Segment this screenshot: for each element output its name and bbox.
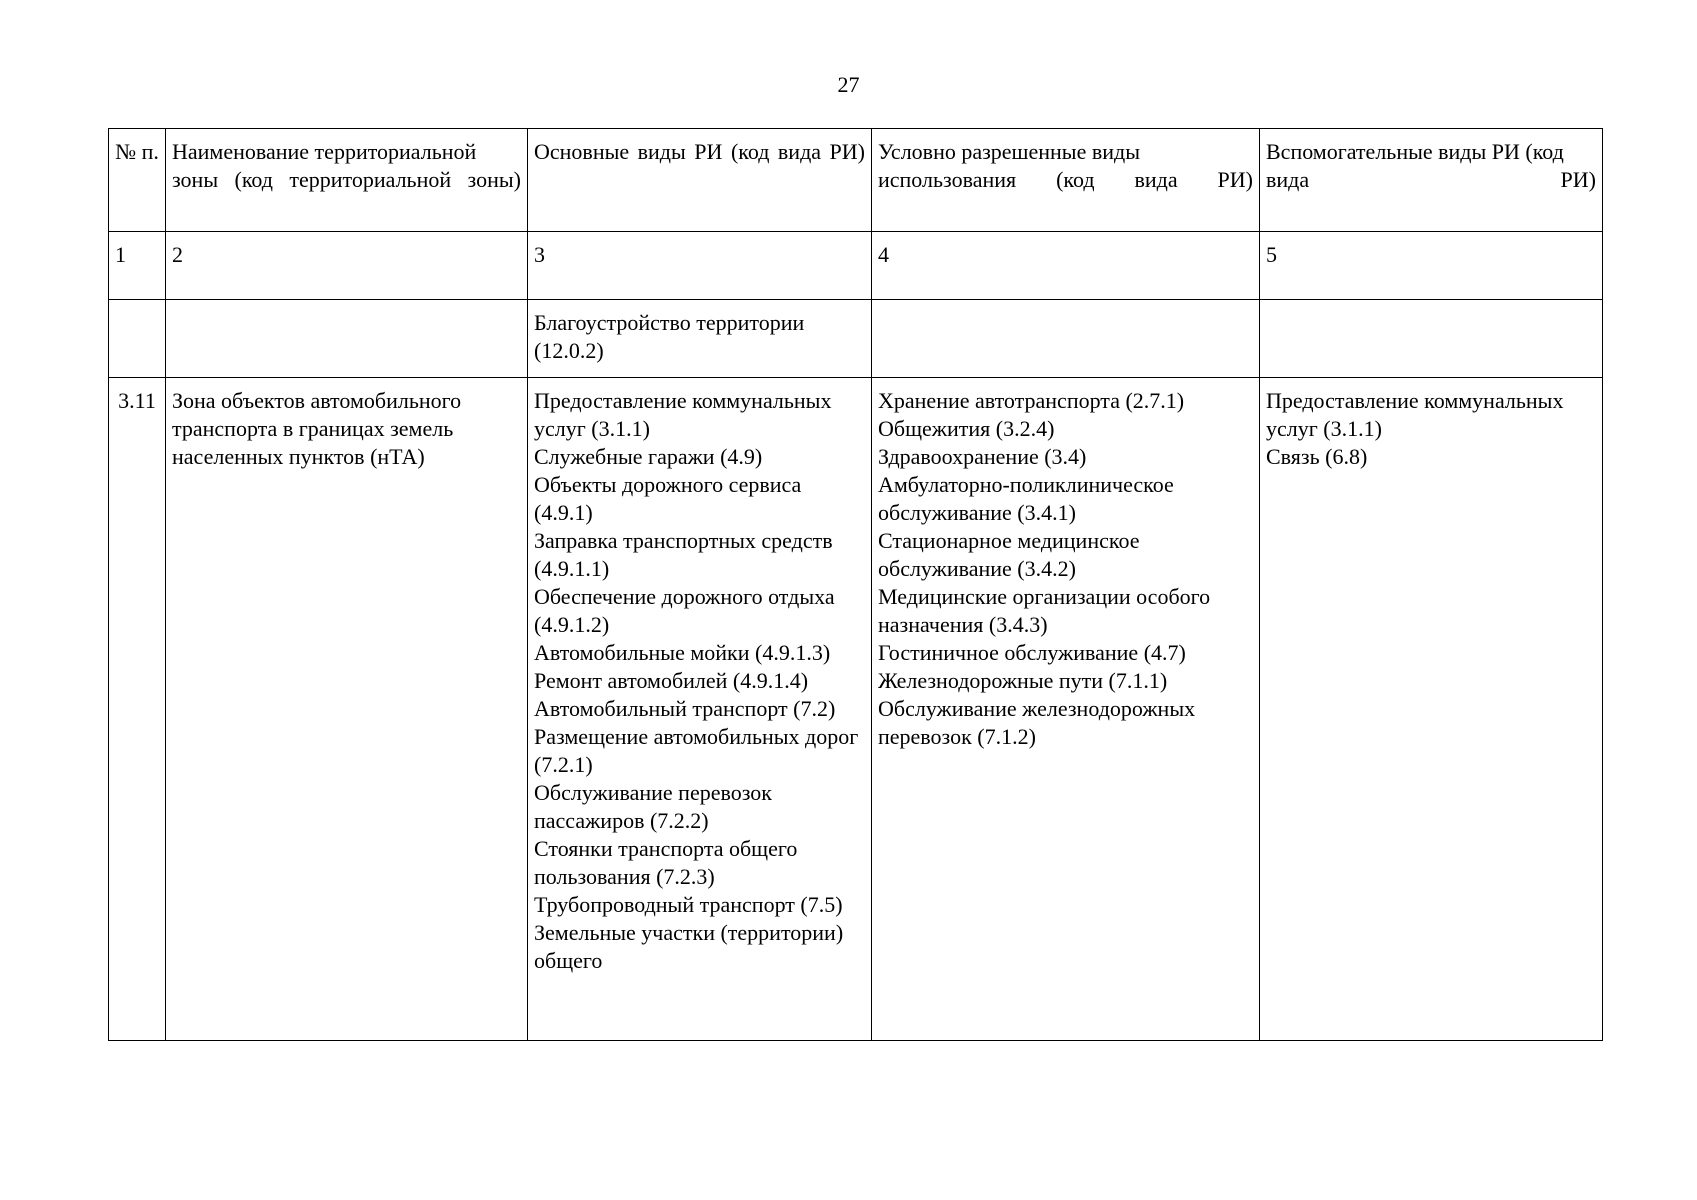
column-number-row — [109, 232, 1603, 300]
use-entry: Предоставление коммунальных услуг (3.1.1) — [1266, 388, 1564, 441]
header-conditional-uses: Условно разрешенные виды использования (код вида РИ) — [872, 129, 1260, 232]
use-entry: Здравоохранение (3.4) — [878, 444, 1087, 469]
use-entry: Земельные участки (территории) общего — [534, 920, 844, 973]
row-number — [109, 300, 166, 378]
use-entry: Гостиничное обслуживание (4.7) — [878, 640, 1186, 665]
column-number-3: 3 — [528, 232, 872, 300]
zoning-table — [108, 128, 1603, 1041]
zone-name: Зона объектов автомобильного транспорта в границах земель населенных пунктов (нТА) — [166, 378, 528, 1041]
column-number-4: 4 — [872, 232, 1260, 300]
row-number: 3.11 — [109, 378, 166, 1041]
conditional-uses-cell — [872, 378, 1260, 1041]
zone-name — [166, 300, 528, 378]
use-entry: Хранение автотранспорта (2.7.1) — [878, 388, 1185, 413]
use-entry: Объекты дорожного сервиса (4.9.1) — [534, 472, 802, 525]
header-main-uses: Основные виды РИ (код вида РИ) — [528, 129, 872, 232]
header-number: № п. — [109, 129, 166, 232]
use-entry: Медицинские организации особого назначения (3.4.3) — [878, 584, 1211, 637]
header-auxiliary-uses: Вспомогательные виды РИ (код вида РИ) — [1260, 129, 1603, 232]
table-row — [109, 378, 1603, 1041]
use-entry: Обеспечение дорожного отдыха (4.9.1.2) — [534, 584, 835, 637]
use-entry: Стационарное медицинское обслуживание (3.4.2) — [878, 528, 1140, 581]
table-row — [109, 300, 1603, 378]
page-number: 27 — [837, 72, 860, 97]
column-number-2: 2 — [166, 232, 528, 300]
use-entry: Размещение автомобильных дорог (7.2.1) — [534, 724, 859, 777]
auxiliary-uses-cell — [1260, 378, 1603, 1041]
use-entry: Предоставление коммунальных услуг (3.1.1) — [534, 388, 832, 441]
use-entry: Амбулаторно-поликлиническое обслуживание (3.4.1) — [878, 472, 1174, 525]
use-entry: Железнодорожные пути (7.1.1) — [878, 668, 1168, 693]
use-entry: Трубопроводный транспорт (7.5) — [534, 892, 843, 917]
use-entry: Стоянки транспорта общего пользования (7.2.3) — [534, 836, 798, 889]
column-number-5: 5 — [1260, 232, 1603, 300]
header-zone-name: Наименование территориальной зоны (код территориальной зоны) — [166, 129, 528, 232]
use-entry: Обслуживание перевозок пассажиров (7.2.2) — [534, 780, 772, 833]
use-entry: Ремонт автомобилей (4.9.1.4) — [534, 668, 809, 693]
main-uses-cell — [528, 378, 872, 1041]
use-entry: Связь (6.8) — [1266, 444, 1368, 469]
use-entry: Общежития (3.2.4) — [878, 416, 1055, 441]
use-entry: Автомобильные мойки (4.9.1.3) — [534, 640, 831, 665]
table-header-row — [109, 129, 1603, 232]
conditional-uses-cell — [872, 300, 1260, 378]
auxiliary-uses-cell — [1260, 300, 1603, 378]
column-number-1: 1 — [109, 232, 166, 300]
use-entry: Благоустройство территории (12.0.2) — [534, 310, 805, 363]
use-entry: Служебные гаражи (4.9) — [534, 444, 763, 469]
use-entry: Заправка транспортных средств (4.9.1.1) — [534, 528, 833, 581]
use-entry: Обслуживание железнодорожных перевозок (7.1.2) — [878, 696, 1196, 749]
main-uses-cell — [528, 300, 872, 378]
use-entry: Автомобильный транспорт (7.2) — [534, 696, 836, 721]
